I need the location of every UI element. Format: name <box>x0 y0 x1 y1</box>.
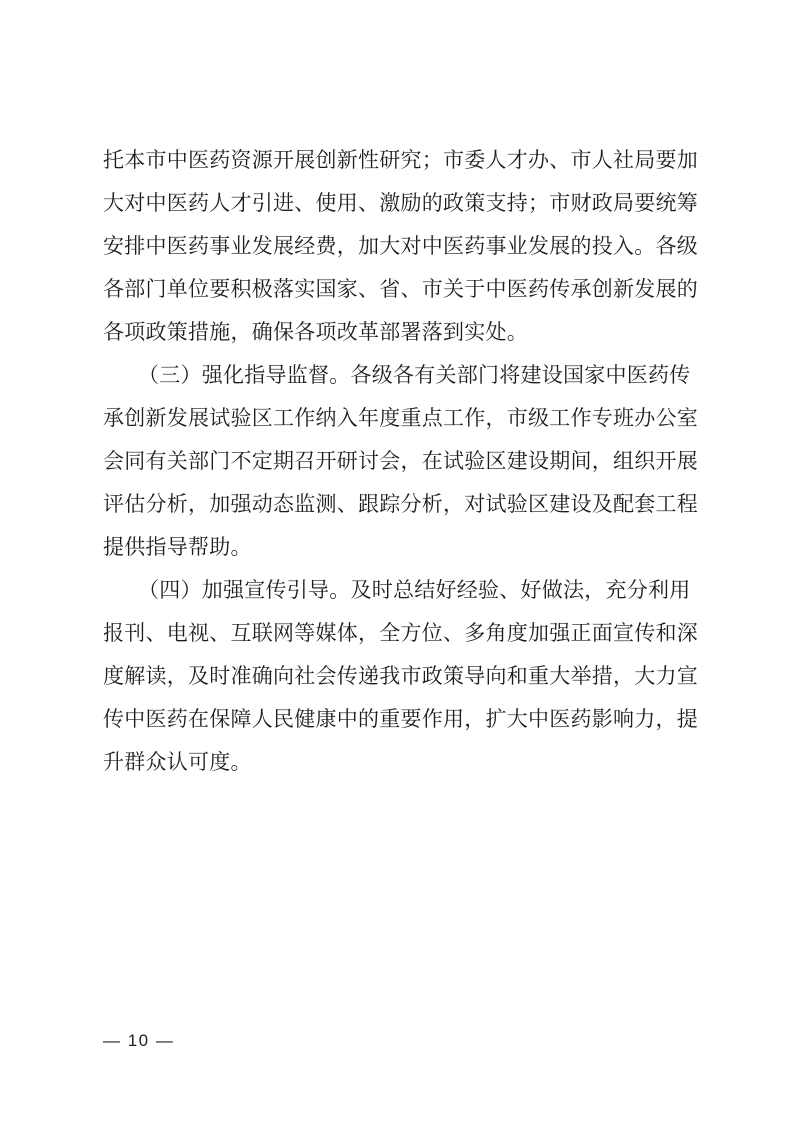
text-line: 承创新发展试验区工作纳入年度重点工作，市级工作专班办公室 <box>103 407 698 430</box>
text-line: 各部门单位要积极落实国家、省、市关于中医药传承创新发展的 <box>103 278 698 301</box>
text-line: 提供指导帮助。 <box>103 536 252 559</box>
text-line: 会同有关部门不定期召开研讨会，在试验区建设期间，组织开展 <box>103 450 698 473</box>
text-line: 评估分析，加强动态监测、跟踪分析，对试验区建设及配套工程 <box>103 493 698 516</box>
text-line: 托本市中医药资源开展创新性研究；市委人才办、市人社局要加 <box>103 149 698 172</box>
text-line: （三）强化指导监督。各级各有关部门将建设国家中医药传 <box>138 364 691 387</box>
document-body <box>103 139 698 784</box>
page-number: — 10 — <box>103 1031 175 1050</box>
text-line: 各项政策措施，确保各项改革部署落到实处。 <box>103 321 528 344</box>
text-line: 传中医药在保障人民健康中的重要作用，扩大中医药影响力，提 <box>103 708 698 731</box>
text-line: 大对中医药人才引进、使用、激励的政策支持；市财政局要统筹 <box>103 192 698 215</box>
text-line: 升群众认可度。 <box>103 751 252 774</box>
text-line: 报刊、电视、互联网等媒体，全方位、多角度加强正面宣传和深 <box>103 622 698 645</box>
text-line: 度解读，及时准确向社会传递我市政策导向和重大举措，大力宣 <box>103 665 698 688</box>
text-line: 安排中医药事业发展经费，加大对中医药事业发展的投入。各级 <box>103 235 698 258</box>
text-line: （四）加强宣传引导。及时总结好经验、好做法，充分利用 <box>138 579 691 602</box>
